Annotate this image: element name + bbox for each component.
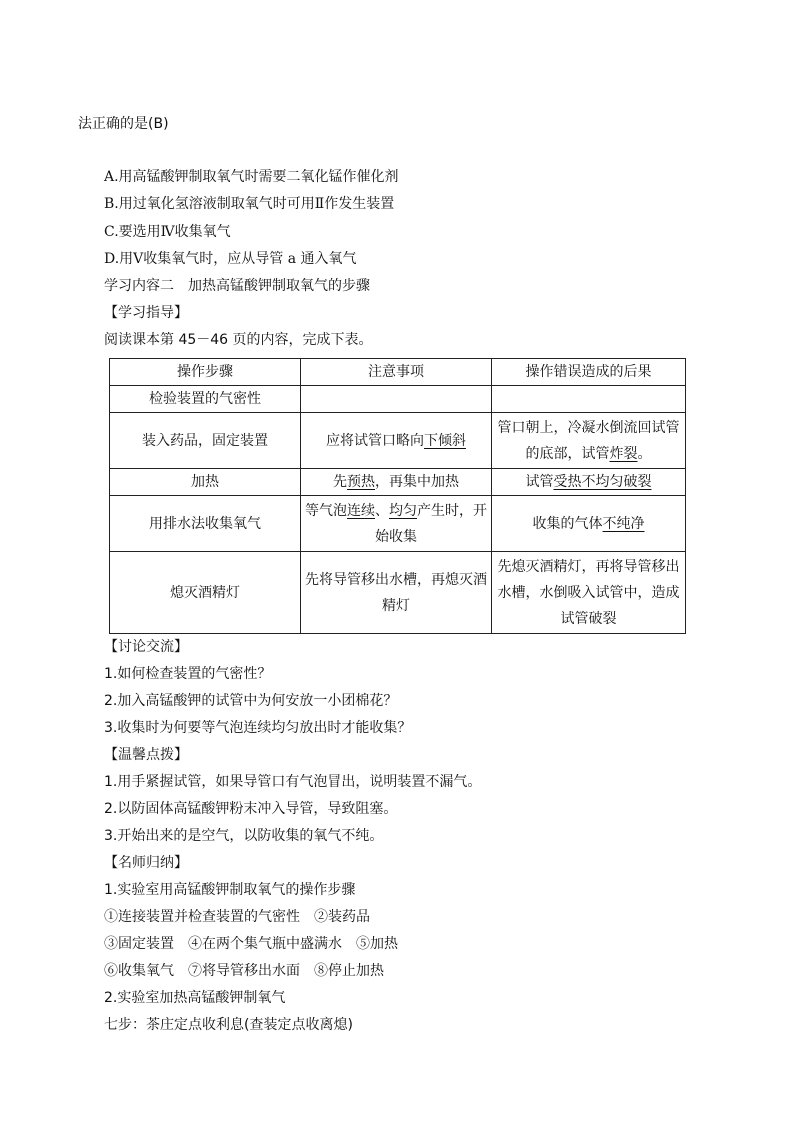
steps-line: ③固定装置 ④在两个集气瓶中盛满水 ⑤加热 [104,936,398,952]
tip-item: 3.开始出来的是空气，以防收集的氧气不纯。 [104,828,384,844]
option-d: D.用Ⅴ收集氧气时，应从导管 a 通入氧气 [104,251,357,267]
note-line: 先将导管移出水槽，再熄灭酒 [305,571,487,588]
result-answer: 受热不均匀破裂 [553,474,652,490]
header-step: 操作步骤 [110,359,301,386]
discuss-item: 1.如何检查装置的气密性？ [104,666,272,682]
tip-item: 2.以防固体高锰酸钾粉末冲入导管，导致阻塞。 [104,801,398,817]
cell-result [492,386,686,413]
discuss-item: 2.加入高锰酸钾的试管中为何安放一小团棉花？ [104,693,398,709]
cell-step: 检验装置的气密性 [110,386,301,413]
result-text: 收集的气体 [532,515,603,532]
result-answer: 炸裂 [609,445,638,462]
steps-line: ①连接装置并检查装置的气密性 ②装药品 [104,909,370,925]
tip-item: 1.用手紧握试管，如果导管口有气泡冒出，说明装置不漏气。 [104,774,482,790]
option-b: B.用过氧化氢溶液制取氧气时可用Ⅱ作发生装置 [104,196,395,212]
table-header-row [110,359,686,386]
table-row [110,413,686,469]
steps-table [109,358,686,634]
cell-note [301,413,492,469]
result-line: 先熄灭酒精灯，再将导管移出 [497,558,680,575]
result-line: 管口朝上，冷凝水倒流回试管 [497,419,680,436]
note-line: 精灯 [382,597,410,614]
guide-text: 阅读课本第 45－46 页的内容，完成下表。 [104,332,373,348]
summary-item: 2.实验室加热高锰酸钾制氧气 [104,990,286,1006]
mnemonic: 七步：茶庄定点收利息(查装定点收离熄) [104,1017,353,1033]
steps-line: ⑥收集氧气 ⑦将导管移出水面 ⑧停止加热 [104,963,384,979]
result-answer: 不纯净 [602,515,645,532]
section-title: 学习内容二 加热高锰酸钾制取氧气的步骤 [104,278,370,294]
note-line [305,498,487,524]
option-a: A.用高锰酸钾制取氧气时需要二氧化锰作催化剂 [104,169,399,185]
note-answer: 均匀 [389,502,417,519]
cell-result [492,469,686,496]
cell-step: 装入药品，固定装置 [110,413,301,469]
table-row [110,496,686,552]
cell-note [301,469,492,496]
note-text: 应将试管口略向 [326,432,424,449]
note-text: 、 [375,502,389,519]
note-answer: 预热 [347,474,375,490]
cell-result [492,413,686,469]
guide-heading: 【学习指导】 [104,305,188,321]
cell-step: 加热 [110,469,301,496]
note-answer: 连续 [347,502,375,519]
cell-result [492,552,686,634]
note-text: 等气泡 [305,502,347,519]
question-end: 法正确的是(B) [78,116,169,132]
note-text: ，再集中加热 [375,474,459,490]
discuss-item: 3.收集时为何要等气泡连续均匀放出时才能收集？ [104,720,412,736]
tips-heading: 【温馨点拨】 [104,747,188,763]
note-line: 始收集 [375,528,417,545]
note-answer: 下倾斜 [424,432,466,449]
result-text: 试管 [525,474,554,490]
result-text: 的底部，试管 [525,445,610,462]
table-row [110,386,686,413]
result-text: 。 [637,445,652,462]
result-line: 试管破裂 [560,610,617,627]
cell-step: 用排水法收集氧气 [110,496,301,552]
summary-item: 1.实验室用高锰酸钾制取氧气的操作步骤 [104,882,356,898]
summary-heading: 【名师归纳】 [104,855,188,871]
table-row [110,469,686,496]
header-note: 注意事项 [301,359,492,386]
option-c: C.要选用Ⅳ收集氧气 [104,224,231,240]
note-text: 产生时，开 [417,502,487,519]
cell-note [301,386,492,413]
cell-step: 熄灭酒精灯 [110,552,301,634]
cell-note [301,552,492,634]
result-line [496,441,681,467]
cell-note [301,496,492,552]
header-result: 操作错误造成的后果 [492,359,686,386]
result-line: 水槽，水倒吸入试管中，造成 [497,584,680,601]
discuss-heading: 【讨论交流】 [104,639,188,655]
table-row [110,552,686,634]
cell-result [492,496,686,552]
note-text: 先 [333,474,347,490]
